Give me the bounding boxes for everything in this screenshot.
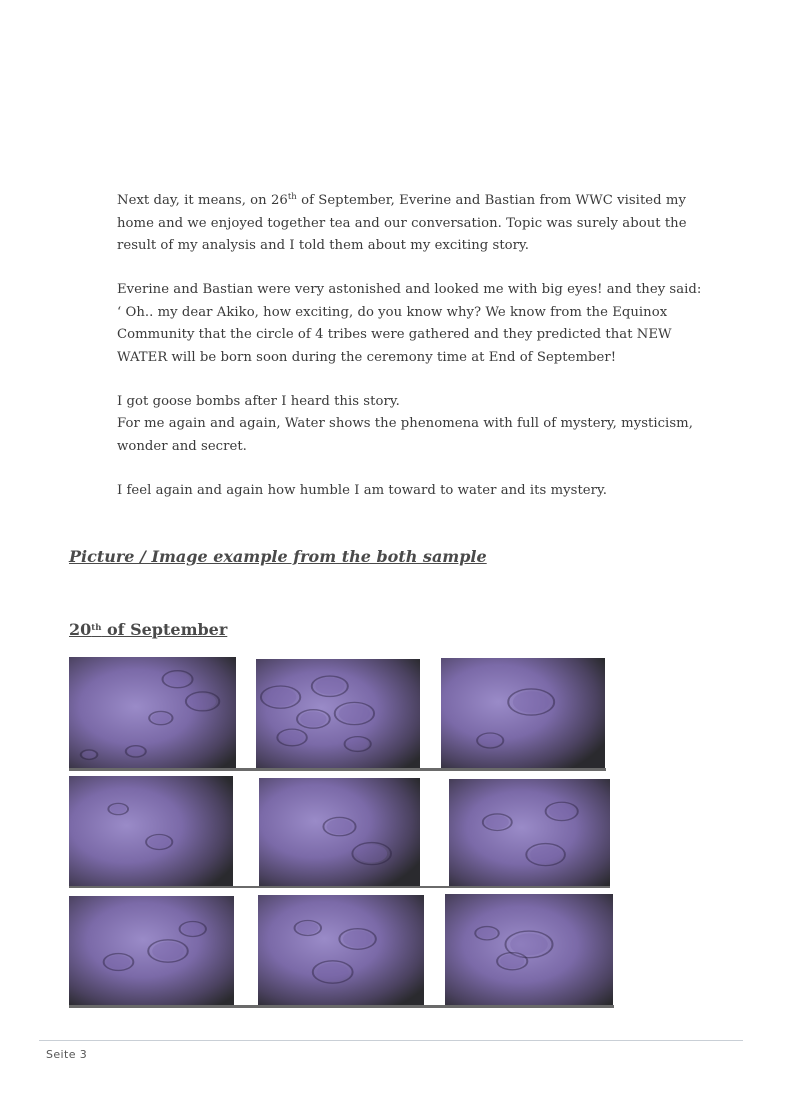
microscope-photo xyxy=(69,776,233,886)
paragraph-1-line-1 xyxy=(117,190,717,213)
footer-divider xyxy=(39,1040,743,1041)
microscope-photo xyxy=(256,659,420,768)
photo-graphic xyxy=(441,658,605,768)
photo-graphic xyxy=(449,779,610,887)
paragraph-2-line: Community that the circle of 4 tribes were gathered and they predicted that NEW xyxy=(117,327,672,342)
text-segment: Next day, it means, on 26 xyxy=(117,193,288,208)
microscope-photo xyxy=(445,894,613,1006)
photo-graphic xyxy=(256,659,420,768)
photo-graphic xyxy=(258,895,424,1005)
microscope-photo xyxy=(69,896,234,1006)
row-divider xyxy=(69,886,610,888)
date-text: of September xyxy=(101,620,228,639)
photo-graphic xyxy=(69,896,234,1006)
photo-graphic xyxy=(259,778,420,886)
microscope-photo xyxy=(259,778,420,886)
paragraph-1-line-2: home and we enjoyed together tea and our conversation. Topic was surely about the xyxy=(117,215,687,231)
microscope-photo xyxy=(441,658,605,768)
microscope-photo xyxy=(449,779,610,887)
photo-graphic xyxy=(69,776,233,886)
microscope-photo xyxy=(69,657,236,768)
pictures-heading: Picture / Image example from the both sample xyxy=(69,547,487,566)
paragraph-1 xyxy=(117,190,717,258)
paragraph-3-line: I got goose bombs after I heard this story. xyxy=(117,393,400,409)
page-number: Seite 3 xyxy=(46,1048,88,1061)
photo-graphic xyxy=(69,657,236,768)
paragraph-2-line: WATER will be born soon during the ceremony time at End of September! xyxy=(117,349,617,365)
paragraph-3-line: wonder and secret. xyxy=(117,438,247,454)
photo-graphic xyxy=(445,894,613,1006)
paragraph-2-line: Everine and Bastian were very astonished and looked me with big eyes! and they said: xyxy=(117,282,702,297)
microscope-photo xyxy=(258,895,424,1005)
date-heading xyxy=(69,620,227,639)
paragraph-3-line: For me again and again, Water shows the phenomena with full of mystery, mysticism, xyxy=(117,416,693,431)
row-divider xyxy=(69,1005,614,1008)
paragraph-1-line-3: result of my analysis and I told them about my exciting story. xyxy=(117,238,530,253)
body-text xyxy=(117,190,717,524)
text-segment: of September, Everine and Bastian from WWC visited my xyxy=(296,193,686,208)
paragraph-2 xyxy=(117,279,717,369)
row-divider xyxy=(69,768,606,771)
paragraph-3 xyxy=(117,391,717,459)
paragraph-4-line: I feel again and again how humble I am toward to water and its mystery. xyxy=(117,482,607,498)
date-superscript: th xyxy=(91,623,102,633)
superscript: th xyxy=(287,192,297,202)
paragraph-2-line: ‘ Oh.. my dear Akiko, how exciting, do you know why? We know from the Equinox xyxy=(117,304,668,320)
date-number: 20 xyxy=(69,620,92,639)
paragraph-4 xyxy=(117,480,717,503)
